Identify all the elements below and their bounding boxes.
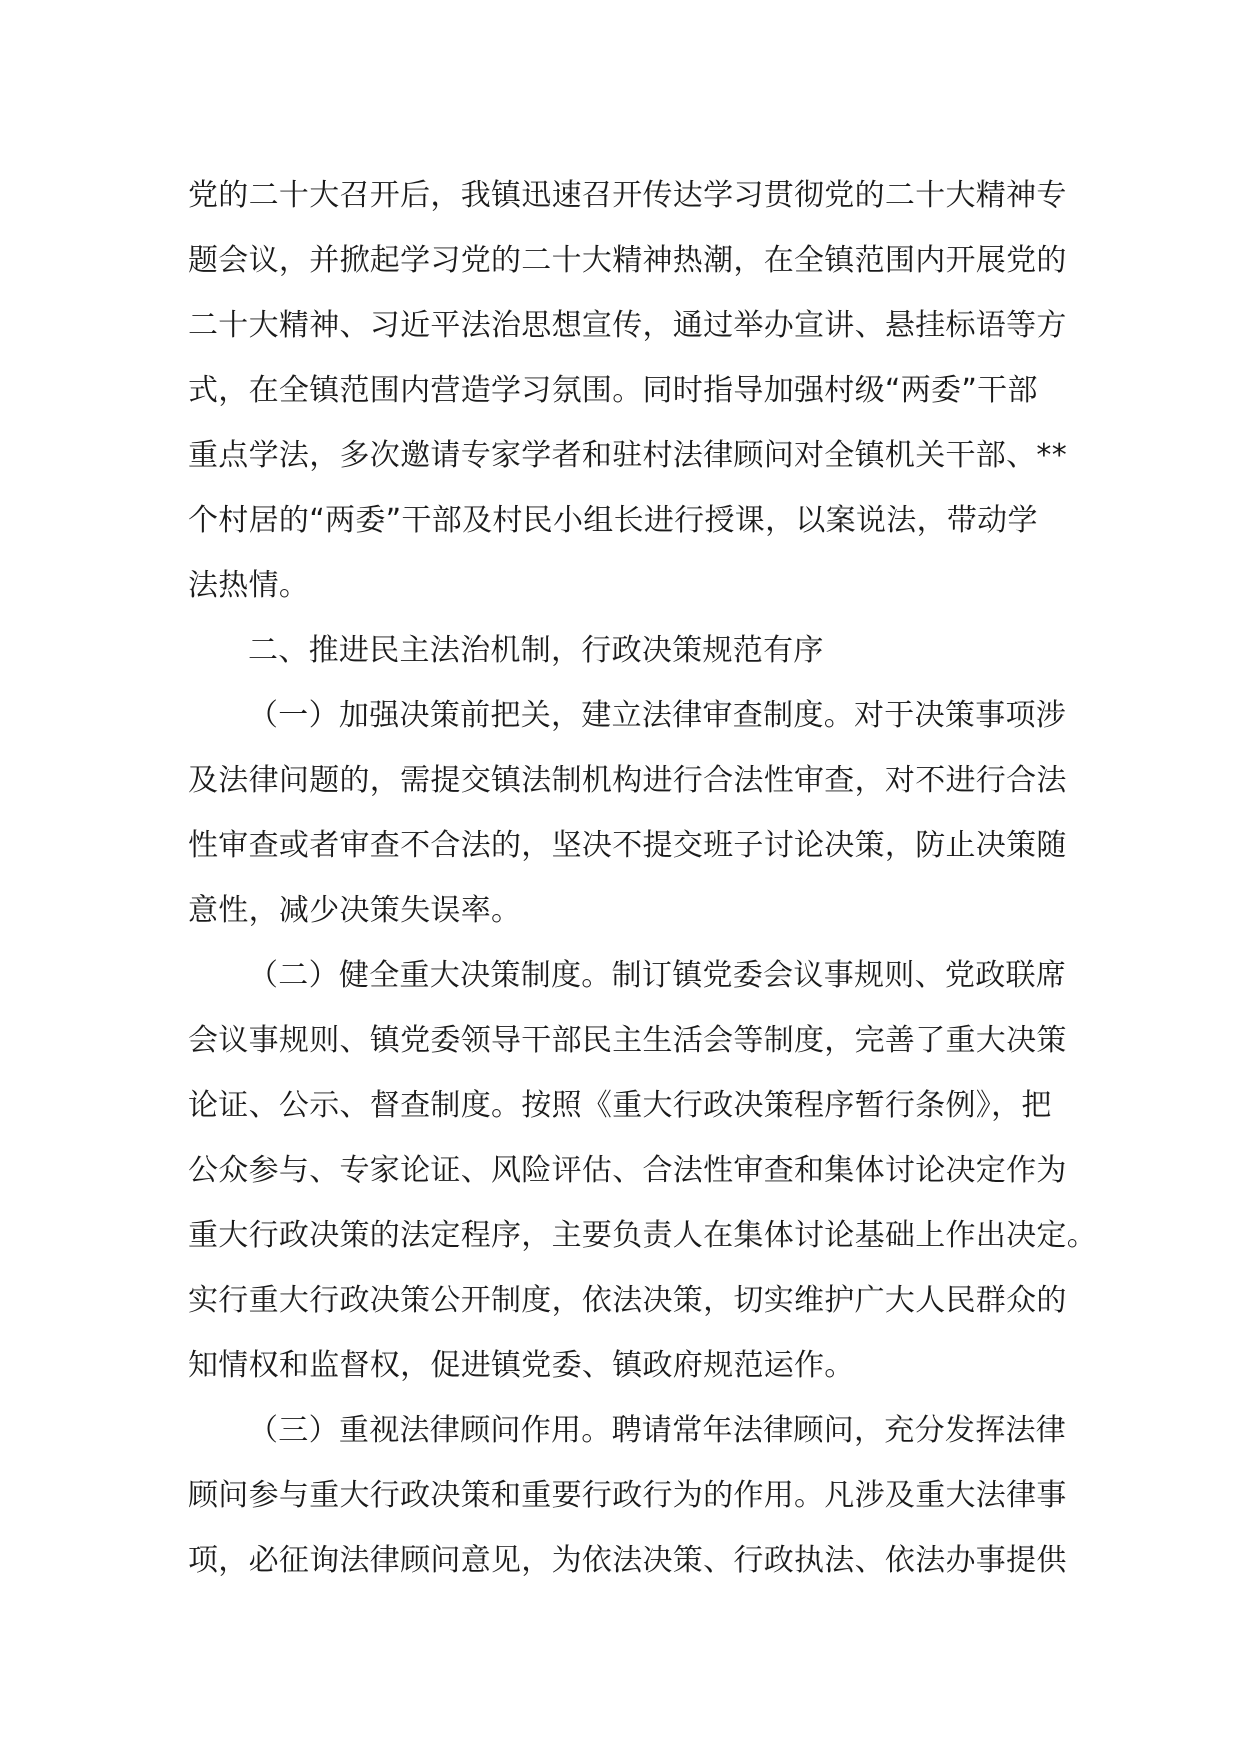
paragraph-line: 公众参与、专家论证、风险评估、合法性审查和集体讨论决定作为 (188, 1153, 1067, 1188)
paragraph-line: 知情权和监督权，促进镇党委、镇政府规范运作。 (188, 1348, 855, 1383)
paragraph-line: 式，在全镇范围内营造学习氛围。同时指导加强村级“两委”干部 (188, 373, 1038, 408)
paragraph-line: 个村居的“两委”干部及村民小组长进行授课，以案说法，带动学 (188, 503, 1038, 538)
paragraph-line: 会议事规则、镇党委领导干部民主生活会等制度，完善了重大决策 (188, 1023, 1067, 1058)
paragraph-line: 重点学法，多次邀请专家学者和驻村法律顾问对全镇机关干部、** (188, 438, 1067, 473)
paragraph-line: 项，必征询法律顾问意见，为依法决策、行政执法、依法办事提供 (188, 1543, 1067, 1578)
paragraph-line: 实行重大行政决策公开制度，依法决策，切实维护广大人民群众的 (188, 1283, 1067, 1318)
paragraph-line: 法热情。 (188, 568, 310, 603)
paragraph-line: （二）健全重大决策制度。制订镇党委会议事规则、党政联席 (248, 958, 1067, 993)
paragraph-line: 重大行政决策的法定程序，主要负责人在集体讨论基础上作出决定。 (188, 1218, 1097, 1253)
paragraph-line: 及法律问题的，需提交镇法制机构进行合法性审查，对不进行合法 (188, 763, 1067, 798)
paragraph-line: 论证、公示、督查制度。按照《重大行政决策程序暂行条例》，把 (188, 1088, 1052, 1123)
section-heading: 二、推进民主法治机制，行政决策规范有序 (248, 633, 824, 668)
paragraph-line: 党的二十大召开后，我镇迅速召开传达学习贯彻党的二十大精神专 (188, 178, 1067, 213)
paragraph-line: 性审查或者审查不合法的，坚决不提交班子讨论决策，防止决策随 (188, 828, 1067, 863)
paragraph-line: 二十大精神、习近平法治思想宣传，通过举办宣讲、悬挂标语等方 (188, 308, 1067, 343)
paragraph-line: 顾问参与重大行政决策和重要行政行为的作用。凡涉及重大法律事 (188, 1478, 1067, 1513)
paragraph-line: （一）加强决策前把关，建立法律审查制度。对于决策事项涉 (248, 698, 1067, 733)
paragraph-line: 题会议，并掀起学习党的二十大精神热潮，在全镇范围内开展党的 (188, 243, 1067, 278)
paragraph-line: 意性，减少决策失误率。 (188, 893, 522, 928)
paragraph-line: （三）重视法律顾问作用。聘请常年法律顾问，充分发挥法律 (248, 1413, 1067, 1448)
